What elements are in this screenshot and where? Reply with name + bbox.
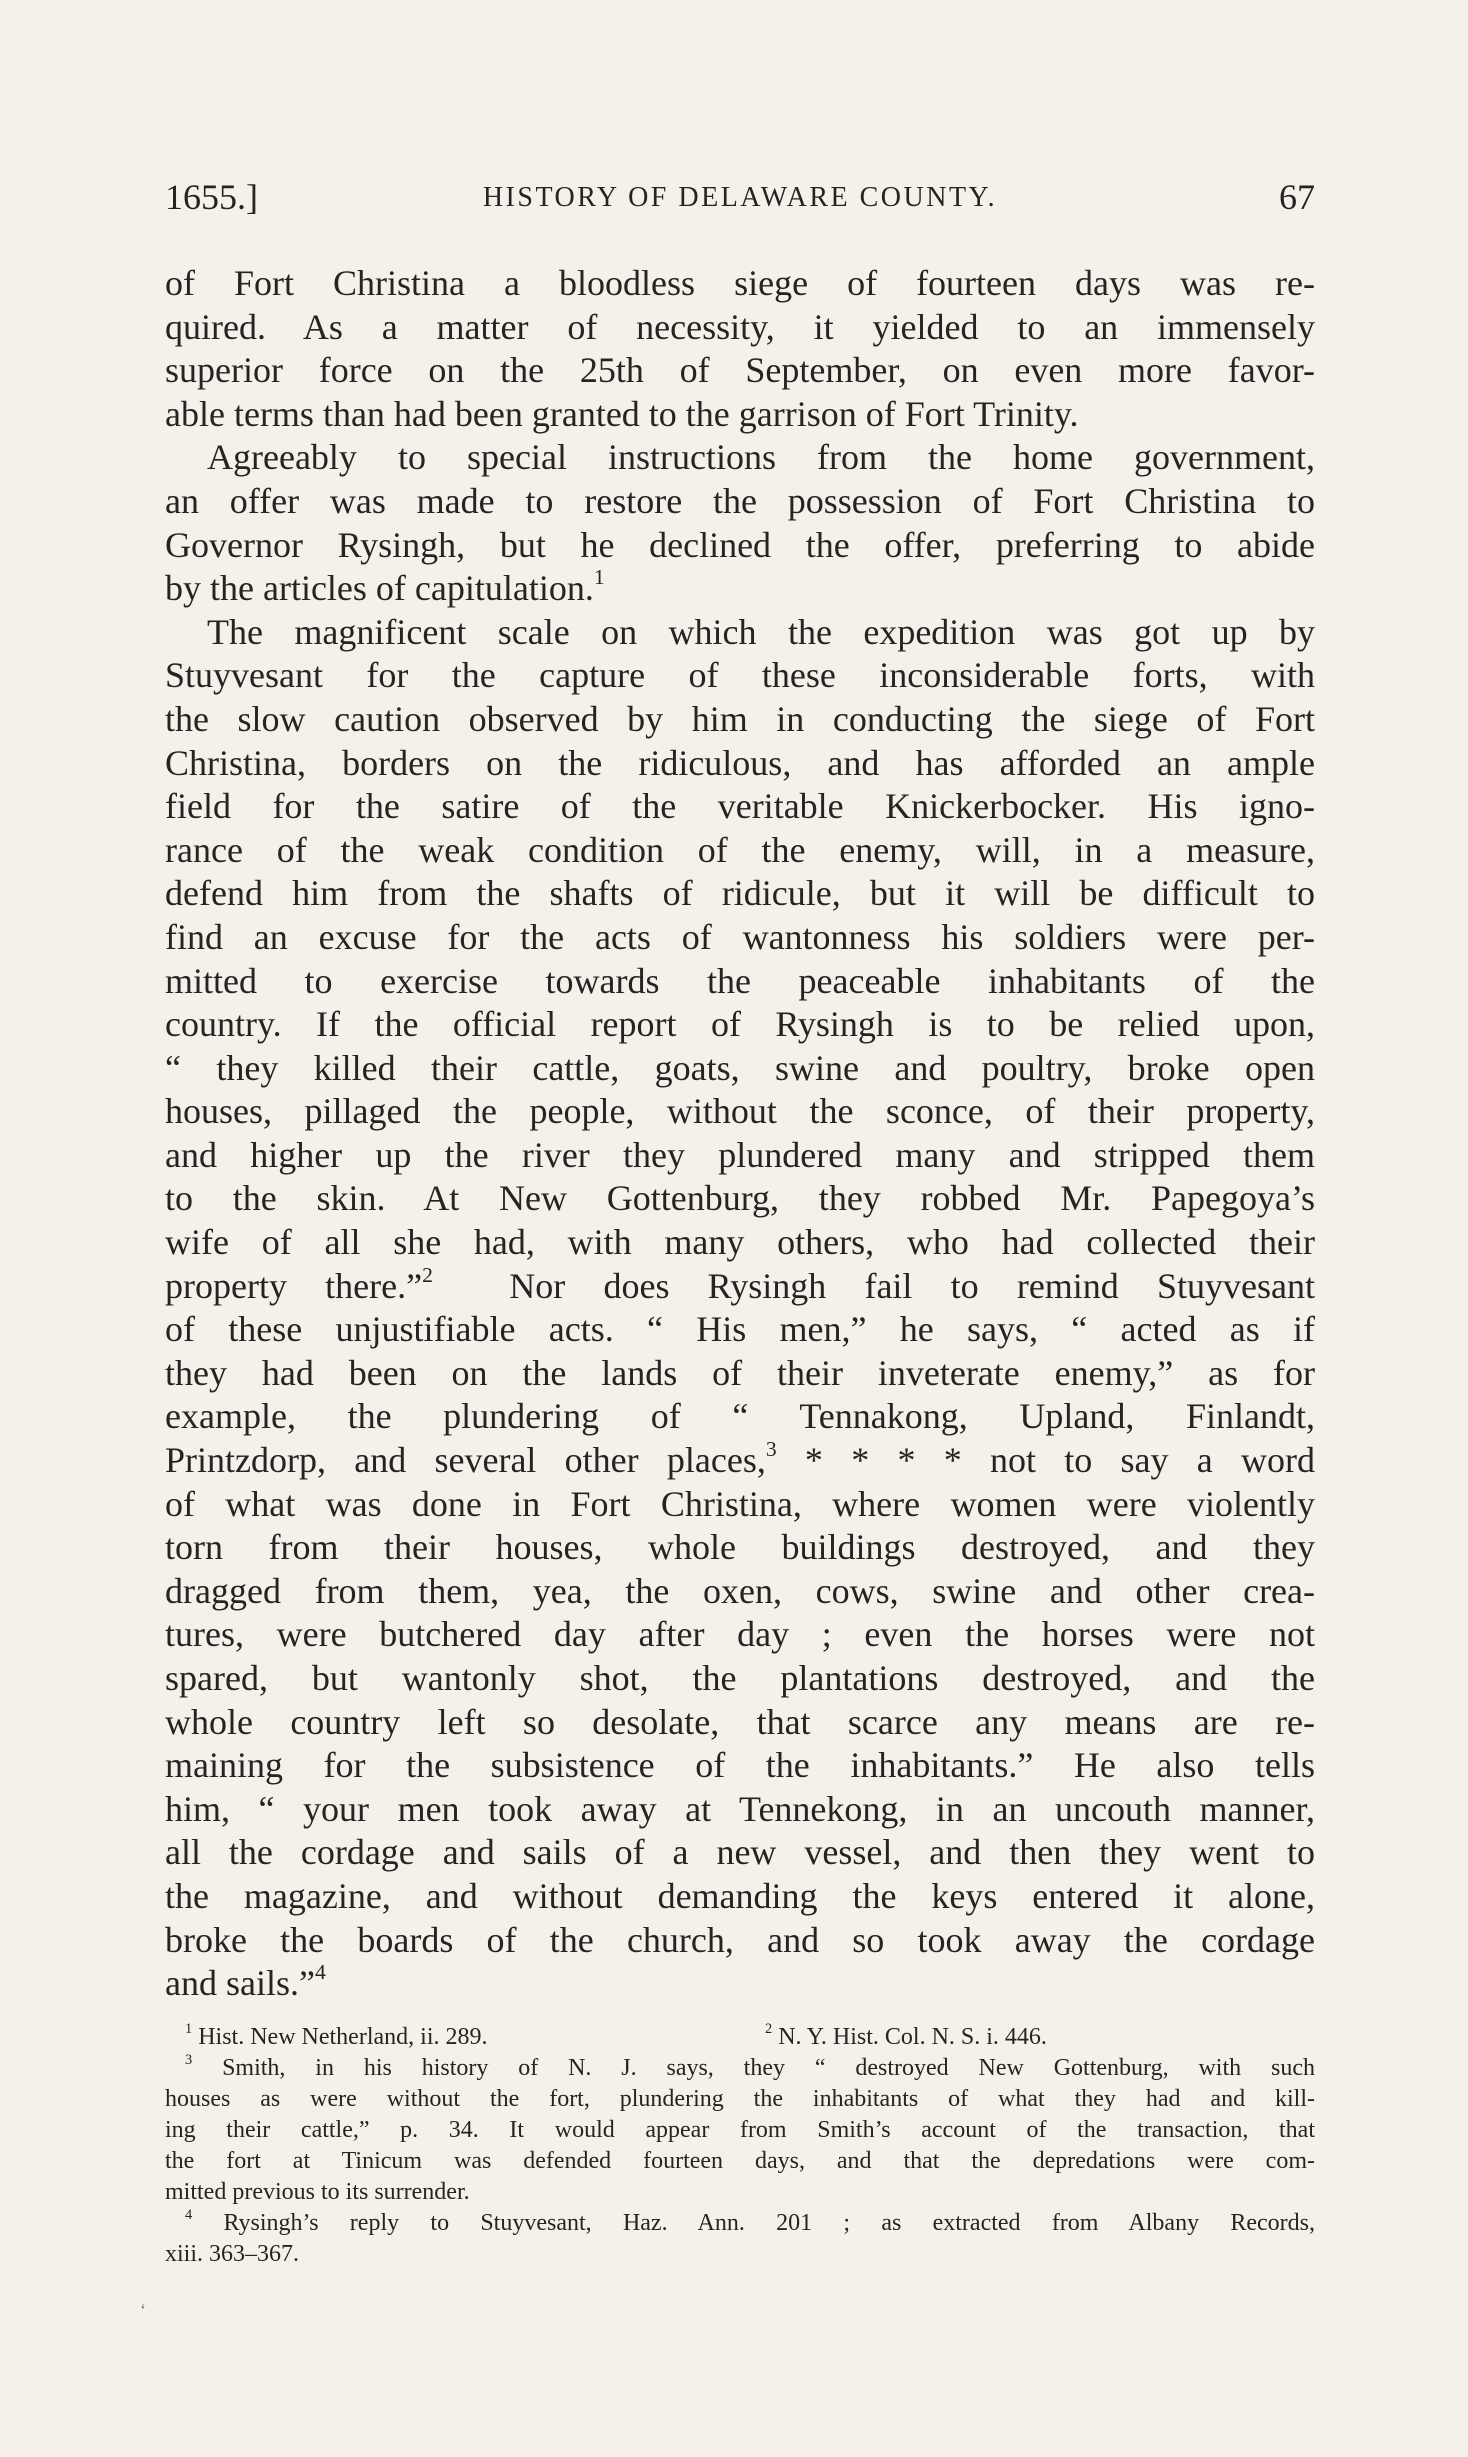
text-line-content: houses, pillaged the people, without the sconce, of their property, (165, 1091, 1315, 1132)
text-line-content: spared, but wantonly shot, the plantations destroyed, and the (165, 1658, 1315, 1698)
text-line-content: the slow caution observed by him in conducting the siege of Fort (165, 698, 1315, 739)
text-line-content: superior force on the 25th of September, on even more favor- (165, 350, 1315, 391)
footnote-reference: 4 (314, 1959, 326, 1984)
text-line-content: of Fort Christina a bloodless siege of fourteen days was re- (165, 263, 1315, 303)
footnote-line (165, 2053, 1315, 2084)
text-line (165, 1831, 1315, 1875)
text-line-content: to the skin. At New Gottenburg, they robbed Mr. Papegoya’s (165, 1178, 1315, 1219)
text-line (165, 1875, 1315, 1919)
header-year: 1655.] (165, 177, 258, 217)
text-line (165, 1134, 1315, 1178)
text-line (165, 742, 1315, 786)
text-line-content: they had been on the lands of their inveterate enemy,” as for (165, 1352, 1315, 1393)
footnote-2 (765, 2022, 1047, 2053)
text-line-content: the magazine, and without demanding the keys entered it alone, (165, 1875, 1315, 1916)
text-line (165, 1526, 1315, 1570)
text-line (165, 1395, 1315, 1439)
text-line-content: property there.” (165, 1265, 423, 1306)
text-line-content: rance of the weak condition of the enemy, will, in a measure, (165, 829, 1315, 870)
footnote-text: Rysingh’s reply to Stuyvesant, Haz. Ann. 201 ; as extracted from Albany Records, (192, 2210, 1315, 2236)
footnote-line (165, 2115, 1315, 2146)
text-line (165, 1090, 1315, 1134)
text-line (165, 829, 1315, 873)
text-line-content: all the cordage and sails of a new vessel, and then they went to (165, 1832, 1315, 1873)
text-line-content: of these unjustifiable acts. “ His men,” he says, “ acted as if (165, 1309, 1315, 1350)
text-line-content: and sails.” (165, 1963, 315, 2004)
page-number: 67 (1279, 177, 1315, 217)
footnote-reference: 1 (593, 564, 605, 589)
footnote-line (165, 2208, 1315, 2239)
text-line (165, 611, 1315, 655)
text-line-content: Stuyvesant for the capture of these inconsiderable forts, with (165, 655, 1315, 696)
header-title: HISTORY OF DELAWARE COUNTY. (482, 182, 998, 213)
text-line (165, 1919, 1315, 1963)
text-line (165, 1436, 1315, 1483)
footnote-1 (165, 2022, 765, 2053)
text-line (165, 262, 1315, 306)
text-line-content: Christina, borders on the ridiculous, and has afforded an ample (165, 742, 1315, 783)
text-line (165, 960, 1315, 1004)
text-line (165, 1657, 1315, 1701)
text-line (165, 1003, 1315, 1047)
footnote-marker: 2 (765, 2021, 773, 2038)
text-line-content: an offer was made to restore the possession of Fort Christina to (165, 480, 1315, 521)
text-line (165, 306, 1315, 350)
footnote-line (165, 2177, 1315, 2208)
footnote-reference: 2 (422, 1262, 433, 1287)
text-line (165, 698, 1315, 742)
text-line (165, 524, 1315, 568)
text-line-content: by the articles of capitulation. (165, 568, 594, 609)
text-line (165, 393, 1315, 437)
text-line-content: maining for the subsistence of the inhabitants.” He also tells (165, 1745, 1315, 1786)
text-line-content: and higher up the river they plundered many and stripped them (165, 1134, 1315, 1175)
text-line (165, 872, 1315, 916)
footnote-text: Hist. New Netherland, ii. 289. (192, 2024, 488, 2050)
text-line (165, 1483, 1315, 1527)
text-line (165, 1613, 1315, 1657)
text-line-content: mitted to exercise towards the peaceable inhabitants of the (165, 960, 1315, 1001)
text-line (165, 1308, 1315, 1352)
footnote-reference: 3 (765, 1436, 777, 1461)
text-line (165, 1352, 1315, 1396)
text-line (165, 916, 1315, 960)
text-line (165, 480, 1315, 524)
footnote-text: the fort at Tinicum was defended fourteen days, and that the depredations were com- (165, 2148, 1315, 2174)
footnote-text: houses as were without the fort, plundering the inhabitants of what they had and kill- (165, 2086, 1315, 2112)
text-line (165, 1262, 1315, 1309)
running-header (165, 176, 1315, 220)
footnote-line (165, 2239, 1315, 2270)
text-line (165, 1221, 1315, 1265)
footnote-text: N. Y. Hist. Col. N. S. i. 446. (772, 2024, 1047, 2050)
text-line (165, 1788, 1315, 1832)
footnote-marker: 3 (185, 2052, 193, 2069)
footnotes (165, 2022, 1315, 2270)
footnote-marker: 1 (185, 2021, 193, 2038)
text-line (165, 1570, 1315, 1614)
text-line-content: dragged from them, yea, the oxen, cows, swine and other crea- (165, 1570, 1315, 1611)
footnote-text: xiii. 363–367. (165, 2241, 300, 2267)
text-line (165, 349, 1315, 393)
text-line-content: Printzdorp, and several other places, (165, 1440, 766, 1481)
text-line (165, 785, 1315, 829)
text-line-content: country. If the official report of Rysingh is to be relied upon, (165, 1004, 1315, 1045)
footnote-text: ing their cattle,” p. 34. It would appear from Smith’s account of the transaction, that (165, 2117, 1315, 2143)
text-line-content: tures, were butchered day after day ; even the horses were not (165, 1614, 1315, 1655)
text-line (165, 1177, 1315, 1221)
text-line-content: quired. As a matter of necessity, it yielded to an immensely (165, 306, 1315, 347)
text-line (165, 1047, 1315, 1091)
text-line-content: broke the boards of the church, and so took away the cordage (165, 1919, 1315, 1960)
text-line-continuation: Nor does Rysingh fail to remind Stuyvesant (432, 1265, 1315, 1306)
body-text (165, 262, 1315, 2006)
stray-mark: ʻ (140, 2300, 146, 2320)
footnote-text: Smith, in his history of N. J. says, they “ destroyed New Gottenburg, with such (192, 2055, 1315, 2081)
text-line-content: him, “ your men took away at Tennekong, in an uncouth manner, (165, 1788, 1315, 1829)
text-line-content: torn from their houses, whole buildings destroyed, and they (165, 1527, 1315, 1568)
footnote-text: mitted previous to its surrender. (165, 2179, 470, 2205)
text-line-continuation: * * * * not to say a word (776, 1440, 1315, 1481)
text-line (165, 654, 1315, 698)
text-line (165, 564, 1315, 611)
text-line-content: Agreeably to special instructions from the home government, (207, 437, 1315, 478)
text-line-content: example, the plundering of “ Tennakong, Upland, Finlandt, (165, 1396, 1315, 1437)
text-line-content: find an excuse for the acts of wantonness his soldiers were per- (165, 916, 1315, 957)
footnote-line (165, 2084, 1315, 2115)
text-line-content: wife of all she had, with many others, who had collected their (165, 1222, 1315, 1263)
footnote-marker: 4 (185, 2207, 193, 2224)
text-line (165, 1744, 1315, 1788)
text-line-content: defend him from the shafts of ridicule, but it will be difficult to (165, 873, 1315, 914)
footnote-line (165, 2146, 1315, 2177)
text-line-content: field for the satire of the veritable Knickerbocker. His igno- (165, 786, 1315, 827)
text-line (165, 1959, 1315, 2006)
footnote-lines (165, 2053, 1315, 2270)
text-line (165, 1701, 1315, 1745)
text-line-content: able terms than had been granted to the garrison of Fort Trinity. (165, 393, 1079, 434)
text-line-content: of what was done in Fort Christina, where women were violently (165, 1483, 1315, 1524)
text-line-content: Governor Rysingh, but he declined the offer, preferring to abide (165, 524, 1315, 565)
text-line (165, 436, 1315, 480)
text-line-content: whole country left so desolate, that scarce any means are re- (165, 1701, 1315, 1742)
text-line-content: The magnificent scale on which the expedition was got up by (207, 611, 1315, 652)
footnote-row (165, 2022, 1315, 2053)
text-line-content: “ they killed their cattle, goats, swine and poultry, broke open (165, 1047, 1315, 1088)
